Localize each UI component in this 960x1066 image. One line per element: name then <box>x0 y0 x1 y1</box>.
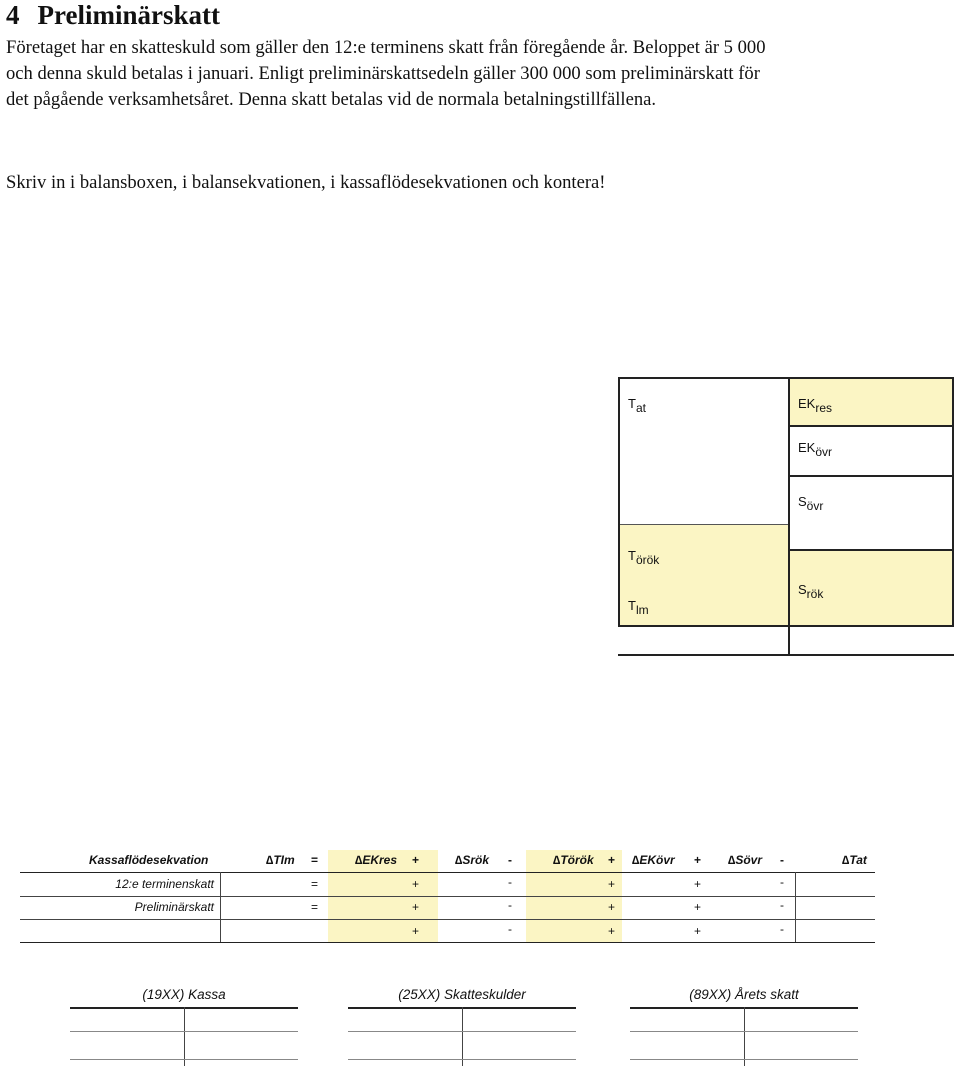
t-account-arets-skatt-row1 <box>630 1031 858 1032</box>
minus-header-1: - <box>508 853 512 867</box>
section-title-text: Preliminärskatt <box>37 0 220 30</box>
ekovr-header: ∆EKövr <box>632 853 675 867</box>
tat-header: ∆Tat <box>842 853 867 867</box>
sum-line <box>618 654 954 656</box>
sovr-header: ∆Sövr <box>728 853 763 867</box>
ek-res-label: $EK_{res}$ <box>798 396 833 415</box>
plus-header-1: + <box>412 853 420 867</box>
tlm-header: ∆TIm <box>266 853 295 867</box>
t-account-skatteskulder-row1 <box>348 1031 576 1032</box>
sum-divider <box>788 625 790 655</box>
srok-header: ∆Srök <box>455 853 490 867</box>
intro-line-2: och denna skuld betalas i januari. Enligt preliminärskattsedeln gäller 300 000 som preliminärskatt för <box>6 63 760 84</box>
row2-plus-2: + <box>608 900 616 914</box>
row1-minus-2: - <box>780 875 784 889</box>
row1-plus-3: + <box>694 877 702 891</box>
row2-plus-3: + <box>694 900 702 914</box>
row3-plus-2: + <box>608 924 616 938</box>
ek-ovr-label: $EK_{övr}$ <box>798 440 833 459</box>
label-divider <box>220 872 221 942</box>
minus-header-2: - <box>780 853 784 867</box>
ekres-header: ∆EKres <box>355 853 398 867</box>
t-lm-label: $T_{lm}$ <box>628 598 649 617</box>
t-account-skatteskulder-divider[interactable] <box>462 1007 463 1066</box>
torok-header: ∆Török <box>553 853 594 867</box>
row2-minus-2: - <box>780 898 784 912</box>
t-account-kassa-divider[interactable] <box>184 1007 185 1066</box>
section-title <box>6 0 220 30</box>
row-line-3 <box>20 942 875 943</box>
intro-line-3: det pågående verksamhetsåret. Denna skatt betalas vid de normala betalningstillfällena. <box>6 89 657 110</box>
plus-header-3: + <box>694 853 702 867</box>
row3-minus-1: - <box>508 922 512 936</box>
row2-plus-1: + <box>412 900 420 914</box>
t-account-skatteskulder-row2 <box>348 1059 576 1060</box>
eq-header: = <box>311 853 319 867</box>
t-account-kassa-row1 <box>70 1031 298 1032</box>
row1-plus-1: + <box>412 877 420 891</box>
cashflow-label: Kassaflödesekvation <box>89 853 209 867</box>
t-account-kassa-title: (19XX) Kassa <box>142 987 226 1002</box>
header-line <box>20 872 875 873</box>
row2-minus-1: - <box>508 898 512 912</box>
row2-eq: = <box>311 900 319 914</box>
assets-divider <box>620 524 788 525</box>
row-label-1: 12:e terminenskatt <box>115 877 214 891</box>
t-account-arets-skatt-divider[interactable] <box>744 1007 745 1066</box>
row3-plus-1: + <box>412 924 420 938</box>
tat-divider <box>795 872 796 942</box>
row1-eq: = <box>311 877 319 891</box>
t-account-kassa-row2 <box>70 1059 298 1060</box>
t-orok-label: $T_{örök}$ <box>628 548 660 567</box>
t-at-label: $T_{at}$ <box>628 396 646 415</box>
t-account-arets-skatt-title: (89XX) Årets skatt <box>689 987 799 1002</box>
row-line-2 <box>20 919 875 920</box>
s-ovr-label: $S_{övr}$ <box>798 494 824 513</box>
row-line-1 <box>20 896 875 897</box>
intro-line-1: Företaget har en skatteskuld som gäller den 12:e terminens skatt från föregående år. Beloppet är 5 000 <box>6 37 766 58</box>
row1-plus-2: + <box>608 877 616 891</box>
s-rok-label: $S_{rök}$ <box>798 582 824 601</box>
t-account-skatteskulder-title: (25XX) Skatteskulder <box>398 987 526 1002</box>
row3-plus-3: + <box>694 924 702 938</box>
row3-minus-2: - <box>780 922 784 936</box>
t-account-arets-skatt-row2 <box>630 1059 858 1060</box>
row-label-2: Preliminärskatt <box>134 900 214 914</box>
section-number: 4 <box>6 0 20 30</box>
row1-minus-1: - <box>508 875 512 889</box>
plus-header-2: + <box>608 853 616 867</box>
instruction-text: Skriv in i balansboxen, i balansekvationen, i kassaflödesekvationen och kontera! <box>6 172 606 193</box>
